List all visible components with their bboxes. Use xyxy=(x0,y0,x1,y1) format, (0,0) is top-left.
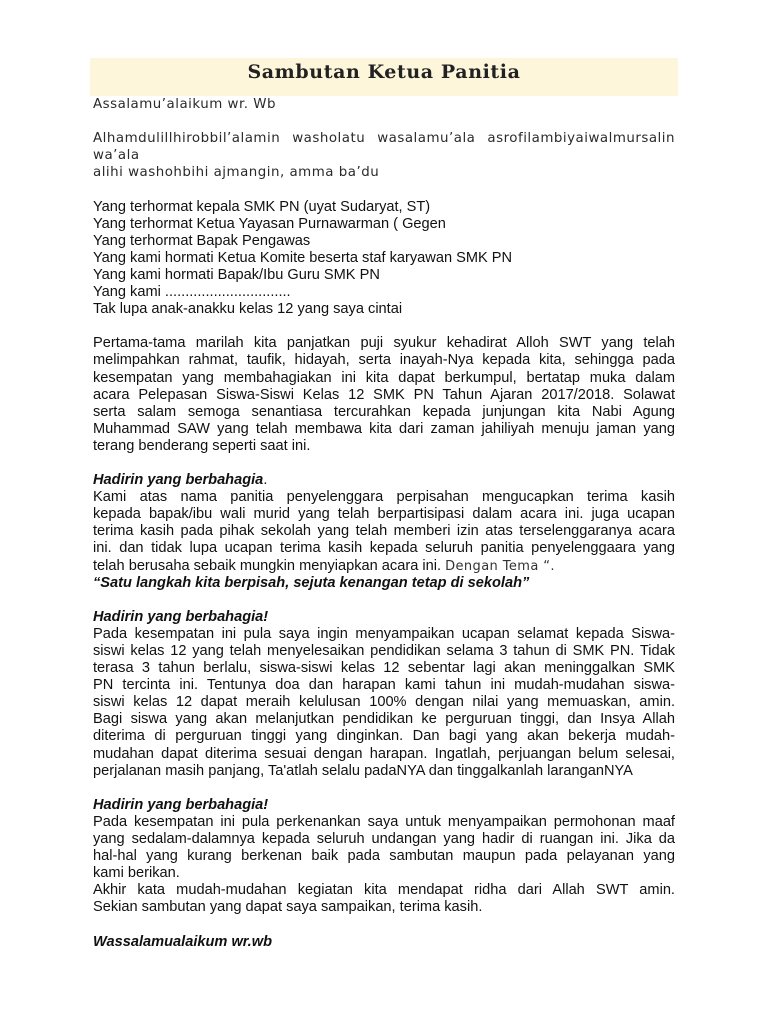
greeting-line: Yang kami ............................... xyxy=(93,284,291,301)
paragraph-line: hal-hal yang kurang berkenan baik pada sambutan maupun pada pelayanan yang xyxy=(93,848,675,865)
greeting-line: Yang terhormat kepala SMK PN (uyat Sudaryat, ST) xyxy=(93,198,431,215)
paragraph-line-text: telah berusaha sebaik mungkin menyiapkan acara ini. xyxy=(93,557,442,574)
paragraph-line: kami berikan. xyxy=(93,865,180,882)
opening-line: alihi washohbihi ajmangin, amma ba’du xyxy=(93,165,380,181)
paragraph-line: kesempatan yang membahagiakan ini kita dapat berkumpul, bertatap muka dalam xyxy=(93,369,675,386)
paragraph-line: Pada kesempatan ini pula perkenankan saya untuk menyampaikan permohonan maaf xyxy=(93,813,675,830)
paragraph-line: ini. dan tidak lupa ucapan terima kasih kepada seluruh panitia penyelenggaara yang xyxy=(93,540,675,557)
section-heading: Hadirin yang berbahagia! xyxy=(93,608,269,625)
section-heading: Hadirin yang berbahagia! xyxy=(93,796,269,813)
paragraph-line: Pada kesempatan ini pula saya ingin menyampaikan ucapan selamat kepada Siswa- xyxy=(93,625,675,642)
paragraph-line: siswi kelas 12 yang telah menyelesaikan pendidikan selama 3 tahun di SMK PN. Tidak xyxy=(93,643,675,659)
paragraph-line: Pertama-tama marilah kita panjatkan puji syukur kehadirat Alloh SWT yang telah xyxy=(93,335,675,352)
tema-label: Dengan Tema “. xyxy=(445,558,555,574)
paragraph-line: terima kasih pada pihak sekolah yang telah memberi izin atas terselenggaranya acara xyxy=(93,523,675,540)
paragraph-thanks xyxy=(93,489,675,574)
paragraph-line: melimpahkan rahmat, taufik, hidayah, serta inayah-Nya kepada kita, sehingga pada xyxy=(93,352,675,369)
greeting-line: Yang kami hormati Ketua Komite beserta staf karyawan SMK PN xyxy=(93,249,513,266)
paragraph-line: siswi kelas 12 dapat meraih kelulusan 100% dengan nilai yang memuaskan, amin. xyxy=(93,694,675,711)
title-banner xyxy=(90,58,678,96)
greeting-line: Yang terhormat Ketua Yayasan Purnawarman ( Gegen xyxy=(93,215,446,232)
paragraph-line: serta salam semoga senantiasa tercurahkan kepada junjungan kita Nabi Agung xyxy=(93,403,675,420)
paragraph-line: terang benderang seperti saat ini. xyxy=(93,437,311,454)
paragraph-line: terasa 3 tahun berlalu, siswa-siswi kelas 12 sebentar lagi akan meninggalkan SMK xyxy=(93,660,675,677)
paragraph-line: perjalanan masih panjang, Ta'atlah selalu padaNYA dan tinggalkanlah laranganNYA xyxy=(93,762,633,779)
greeting-line: Yang terhormat Bapak Pengawas xyxy=(93,232,311,249)
greeting-line: Yang kami hormati Bapak/Ibu Guru SMK PN xyxy=(93,266,380,283)
paragraph-line: diterima di perguruan tinggi yang dinginkan. Dan bagi yang akan bekerja mudah- xyxy=(93,728,675,745)
paragraph-line: Muhammad SAW yang telah membawa kita dari zaman jahiliyah menuju jaman yang xyxy=(93,420,675,437)
opening-line: Alhamdulillhirobbil’alamin washolatu wasalamu’ala asrofilambiyaiwalmursalin wa’ala xyxy=(93,131,675,164)
heading-text: Hadirin yang berbahagia xyxy=(93,472,264,489)
paragraph-line: acara Pelepasan Siswa-Siswi Kelas 12 SMK PN Tahun Ajaran 2017/2018. Solawat xyxy=(93,386,675,403)
document-body xyxy=(93,96,675,951)
paragraph-line: PN tercinta ini. Tentunya doa dan harapan kami tahun ini mudah-mudahan siswa- xyxy=(93,677,675,694)
paragraph-line: kepada bapak/ibu wali murid yang telah berpartisipasi dalam acara ini. juga ucapan xyxy=(93,506,675,523)
paragraph-line: Sekian sambutan yang dapat saya sampaikan, terima kasih. xyxy=(93,899,483,916)
section-heading xyxy=(93,472,675,489)
paragraph-line: Akhir kata mudah-mudahan kegiatan kita mendapat ridha dari Allah SWT amin. xyxy=(93,882,675,899)
paragraph-line: Bagi siswa yang akan melanjutkan pendidikan ke perguruan tinggi, dan Insya Allah xyxy=(93,711,675,728)
paragraph-opening-praise xyxy=(93,335,675,455)
paragraph-congratulations xyxy=(93,626,675,780)
paragraph-apology xyxy=(93,814,675,882)
heading-suffix: . xyxy=(263,472,268,489)
greetings-list xyxy=(93,199,675,319)
greeting-line: Tak lupa anak-anakku kelas 12 yang saya cintai xyxy=(93,301,403,318)
closing-salam: Wassalamualaikum wr.wb xyxy=(93,933,272,950)
salam-line: Assalamu’alaikum wr. Wb xyxy=(93,97,276,112)
paragraph-line: yang sedalam-dalamnya kepada seluruh undangan yang hadir di ruangan ini. Jika da xyxy=(93,831,675,848)
paragraph-line xyxy=(93,558,675,575)
page-title: Sambutan Ketua Panitia xyxy=(247,61,521,83)
theme-quote: “Satu langkah kita berpisah, sejuta kenangan tetap di sekolah” xyxy=(93,574,530,591)
paragraph-line: mudahan dapat diterima sesuai dengan harapan. Ingatlah, perjuangan belum selesai, xyxy=(93,745,675,762)
opening-paragraph xyxy=(93,130,675,181)
paragraph-line: Kami atas nama panitia penyelenggara perpisahan mengucapkan terima kasih xyxy=(93,489,675,506)
paragraph-closing-words xyxy=(93,882,675,916)
